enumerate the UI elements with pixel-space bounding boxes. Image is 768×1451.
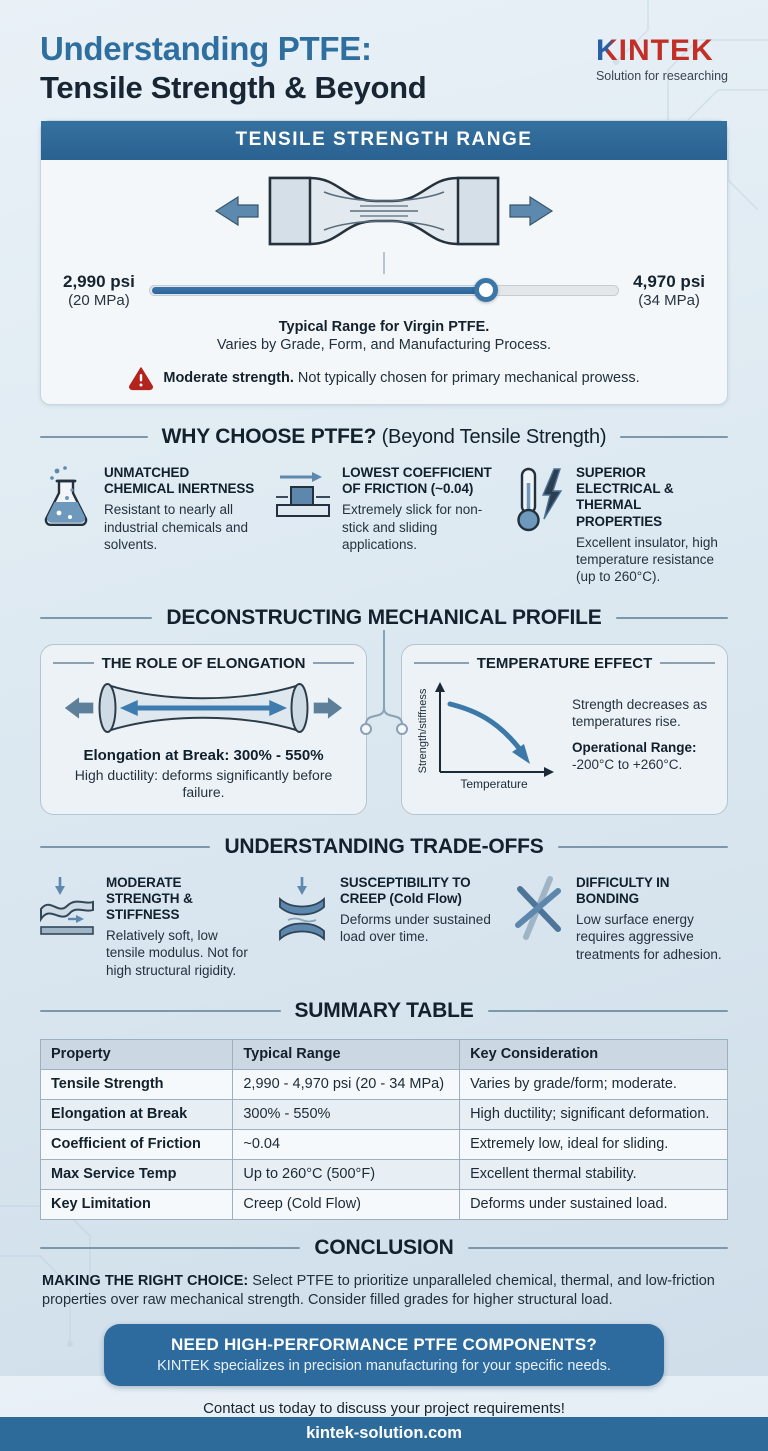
feature-body xyxy=(342,465,494,586)
col-header-key-consideration: Key Consideration xyxy=(460,1039,728,1069)
feature-text: Excellent insulator, high temperature resistance (up to 260°C). xyxy=(576,534,718,585)
tensile-card-header: TENSILE STRENGTH RANGE xyxy=(41,121,727,160)
conclusion-title: CONCLUSION xyxy=(314,1235,454,1259)
bending-sheet-icon xyxy=(38,875,96,979)
rule-right xyxy=(620,436,728,438)
rule-right xyxy=(468,1247,728,1249)
dogbone-specimen-icon xyxy=(154,170,614,252)
flask-icon xyxy=(38,465,94,586)
slider-caption-bold: Typical Range for Virgin PTFE. xyxy=(278,318,490,335)
feature-text: Resistant to nearly all industrial chemicals and solvents. xyxy=(104,502,249,552)
temperature-body: Strength decreases as temperatures rise. xyxy=(572,697,708,730)
slider-max-unit: (34 MPa) xyxy=(638,291,700,309)
cta-subline: KINTEK specializes in precision manufacturing for your specific needs. xyxy=(157,1358,611,1375)
kintek-logo xyxy=(596,36,728,83)
warning-text-bold: Moderate strength. xyxy=(163,370,294,387)
elongation-body: High ductility: deforms significantly before failure. xyxy=(74,766,333,801)
feature-text: Extremely slick for non-stick and sliding applications. xyxy=(342,502,483,552)
chart-x-axis-label: Temperature xyxy=(460,776,528,791)
summary-table-title: SUMMARY TABLE xyxy=(294,998,474,1022)
moderate-strength-warning xyxy=(41,366,727,390)
slider-caption xyxy=(41,318,727,354)
rule-left xyxy=(40,1247,300,1249)
table-row xyxy=(41,1159,728,1189)
tensile-range-slider-fill xyxy=(152,287,485,294)
trade-offs-items xyxy=(38,875,730,979)
tradeoff-moderate-strength xyxy=(38,875,258,979)
elongation-stat: Elongation at Break: 300% - 550% xyxy=(83,746,324,764)
creep-compression-icon xyxy=(274,875,330,979)
elongation-panel xyxy=(40,644,367,815)
tensile-strength-card xyxy=(40,120,728,405)
temperature-panel-title: TEMPERATURE EFFECT xyxy=(476,654,653,672)
feature-text: Deforms under sustained load over time. xyxy=(340,911,491,945)
cta-headline: NEED HIGH-PERFORMANCE PTFE COMPONENTS? xyxy=(170,1335,597,1355)
feature-title: UNMATCHED CHEMICAL INERTNESS xyxy=(104,465,255,497)
feature-title: MODERATE STRENGTH & STIFFNESS xyxy=(106,874,193,922)
temperature-panel-content xyxy=(414,676,715,794)
specimen-slider-connector xyxy=(383,252,385,274)
website-link[interactable]: kintek-solution.com xyxy=(306,1424,462,1443)
feature-title: LOWEST COEFFICIENT OF FRICTION (~0.04) xyxy=(342,465,492,497)
mini-rule-right xyxy=(313,662,354,664)
operational-range-value: -200°C to +260°C. xyxy=(572,756,683,772)
tensile-range-slider-track[interactable] xyxy=(149,285,619,296)
feature-title: DIFFICULTY IN BONDING xyxy=(576,874,670,906)
friction-block-icon xyxy=(274,465,332,586)
feature-body xyxy=(104,465,258,586)
table-row xyxy=(41,1099,728,1129)
tradeoff-bonding xyxy=(510,875,730,979)
temperature-notes xyxy=(572,696,715,773)
cta-banner[interactable] xyxy=(104,1324,664,1386)
footer-bar xyxy=(0,1417,768,1451)
elongation-panel-header xyxy=(53,655,354,672)
why-choose-title-bold: WHY CHOOSE PTFE? xyxy=(161,425,377,449)
cell-consideration: Varies by grade/form; moderate. xyxy=(460,1069,728,1099)
feature-body xyxy=(340,875,494,979)
warning-text xyxy=(163,370,639,386)
why-choose-items xyxy=(38,465,730,586)
tradeoff-creep xyxy=(274,875,494,979)
conclusion-lead: MAKING THE RIGHT CHOICE: xyxy=(42,1272,249,1289)
section-header-mechanical-profile xyxy=(40,606,728,630)
rule-right xyxy=(558,846,728,848)
section-header-why-choose xyxy=(40,425,728,449)
conclusion-paragraph xyxy=(42,1272,726,1310)
temperature-panel xyxy=(401,644,728,815)
kintek-logo-wordmark: KINTEK xyxy=(596,36,728,66)
cell-range: 300% - 550% xyxy=(233,1099,460,1129)
tensile-specimen-figure xyxy=(41,160,727,274)
cell-property: Max Service Temp xyxy=(41,1159,233,1189)
mechanical-profile-panels xyxy=(40,644,728,815)
cell-range: Up to 260°C (500°F) xyxy=(233,1159,460,1189)
cell-property: Key Limitation xyxy=(41,1189,233,1219)
feature-body xyxy=(576,465,730,586)
cell-consideration: Deforms under sustained load. xyxy=(460,1189,728,1219)
why-choose-title xyxy=(162,425,607,449)
trade-offs-title: UNDERSTANDING TRADE-OFFS xyxy=(224,834,544,858)
cell-consideration: Excellent thermal stability. xyxy=(460,1159,728,1189)
temperature-panel-header xyxy=(414,655,715,672)
cell-range: ~0.04 xyxy=(233,1129,460,1159)
why-choose-title-sub: (Beyond Tensile Strength) xyxy=(376,426,607,449)
cell-consideration: Extremely low, ideal for sliding. xyxy=(460,1129,728,1159)
cell-property: Elongation at Break xyxy=(41,1099,233,1129)
page-title-line2: Tensile Strength & Beyond xyxy=(40,70,427,105)
feature-body xyxy=(576,875,730,979)
mini-rule-left xyxy=(414,662,469,664)
pull-arrow-left-icon xyxy=(216,197,258,225)
col-header-typical-range: Typical Range xyxy=(233,1039,460,1069)
cell-property: Coefficient of Friction xyxy=(41,1129,233,1159)
cell-range: 2,990 - 4,970 psi (20 - 34 MPa) xyxy=(233,1069,460,1099)
section-header-conclusion xyxy=(40,1236,728,1260)
table-header-row xyxy=(41,1039,728,1069)
table-row xyxy=(41,1189,728,1219)
page-header xyxy=(0,0,768,114)
cell-consideration: High ductility; significant deformation. xyxy=(460,1099,728,1129)
temperature-strength-chart xyxy=(414,676,564,794)
kintek-logo-tagline: Solution for researching xyxy=(595,69,728,83)
cell-range: Creep (Cold Flow) xyxy=(233,1189,460,1219)
pull-arrow-right-icon xyxy=(510,197,552,225)
mechanical-profile-title: DECONSTRUCTING MECHANICAL PROFILE xyxy=(166,605,602,629)
summary-table xyxy=(40,1039,728,1220)
slider-min-unit: (20 MPa) xyxy=(68,291,130,309)
slider-min-label xyxy=(63,272,135,309)
conclusion-body: Select PTFE to prioritize unparalleled chemical, thermal, and low-friction properties over raw mechanical strength. Consider filled grades for higher structural load. xyxy=(42,1272,715,1309)
rule-left xyxy=(40,846,210,848)
rule-right xyxy=(616,617,728,619)
operational-range-label: Operational Range: xyxy=(572,739,697,755)
rule-left xyxy=(40,436,148,438)
warning-triangle-icon xyxy=(128,366,154,390)
rule-left xyxy=(40,617,152,619)
table-row xyxy=(41,1129,728,1159)
feature-low-friction xyxy=(274,465,494,586)
col-header-property: Property xyxy=(41,1039,233,1069)
page-title-line1: Understanding PTFE: xyxy=(40,30,372,67)
feature-text: Low surface energy requires aggressive treatments for adhesion. xyxy=(576,911,722,962)
elongation-panel-title: THE ROLE OF ELONGATION xyxy=(101,654,306,672)
elongation-specimen-icon xyxy=(53,676,354,740)
table-row xyxy=(41,1069,728,1099)
tensile-range-slider-handle[interactable] xyxy=(474,278,498,302)
slider-max-label xyxy=(633,272,705,309)
section-header-summary-table xyxy=(40,999,728,1023)
cell-property: Tensile Strength xyxy=(41,1069,233,1099)
warning-text-regular: Not typically chosen for primary mechanical prowess. xyxy=(293,370,640,387)
rule-left xyxy=(40,1010,281,1012)
feature-title: SUSCEPTIBILITY TO CREEP (Cold Flow) xyxy=(340,874,471,906)
feature-text: Relatively soft, low tensile modulus. Not for high structural rigidity. xyxy=(106,928,248,978)
feature-electrical-thermal xyxy=(510,465,730,586)
mini-rule-left xyxy=(53,662,94,664)
rule-right xyxy=(488,1010,729,1012)
feature-title: SUPERIOR ELECTRICAL & THERMAL PROPERTIES xyxy=(576,465,674,529)
slider-max-value: 4,970 psi xyxy=(633,272,705,291)
chart-y-axis-label: Strength/stiffness xyxy=(417,688,429,773)
feature-body xyxy=(106,875,258,979)
tensile-range-slider-row xyxy=(41,272,727,309)
slider-caption-regular: Varies by Grade, Form, and Manufacturing Process. xyxy=(216,336,552,353)
page-title xyxy=(40,30,426,106)
slider-min-value: 2,990 psi xyxy=(63,272,135,291)
section-header-trade-offs xyxy=(40,835,728,859)
contact-line: Contact us today to discuss your project requirements! xyxy=(203,1400,565,1418)
thermometer-bolt-icon xyxy=(510,465,566,586)
crossed-bonding-icon xyxy=(510,875,566,979)
feature-chemical-inertness xyxy=(38,465,258,586)
mini-rule-right xyxy=(660,662,715,664)
